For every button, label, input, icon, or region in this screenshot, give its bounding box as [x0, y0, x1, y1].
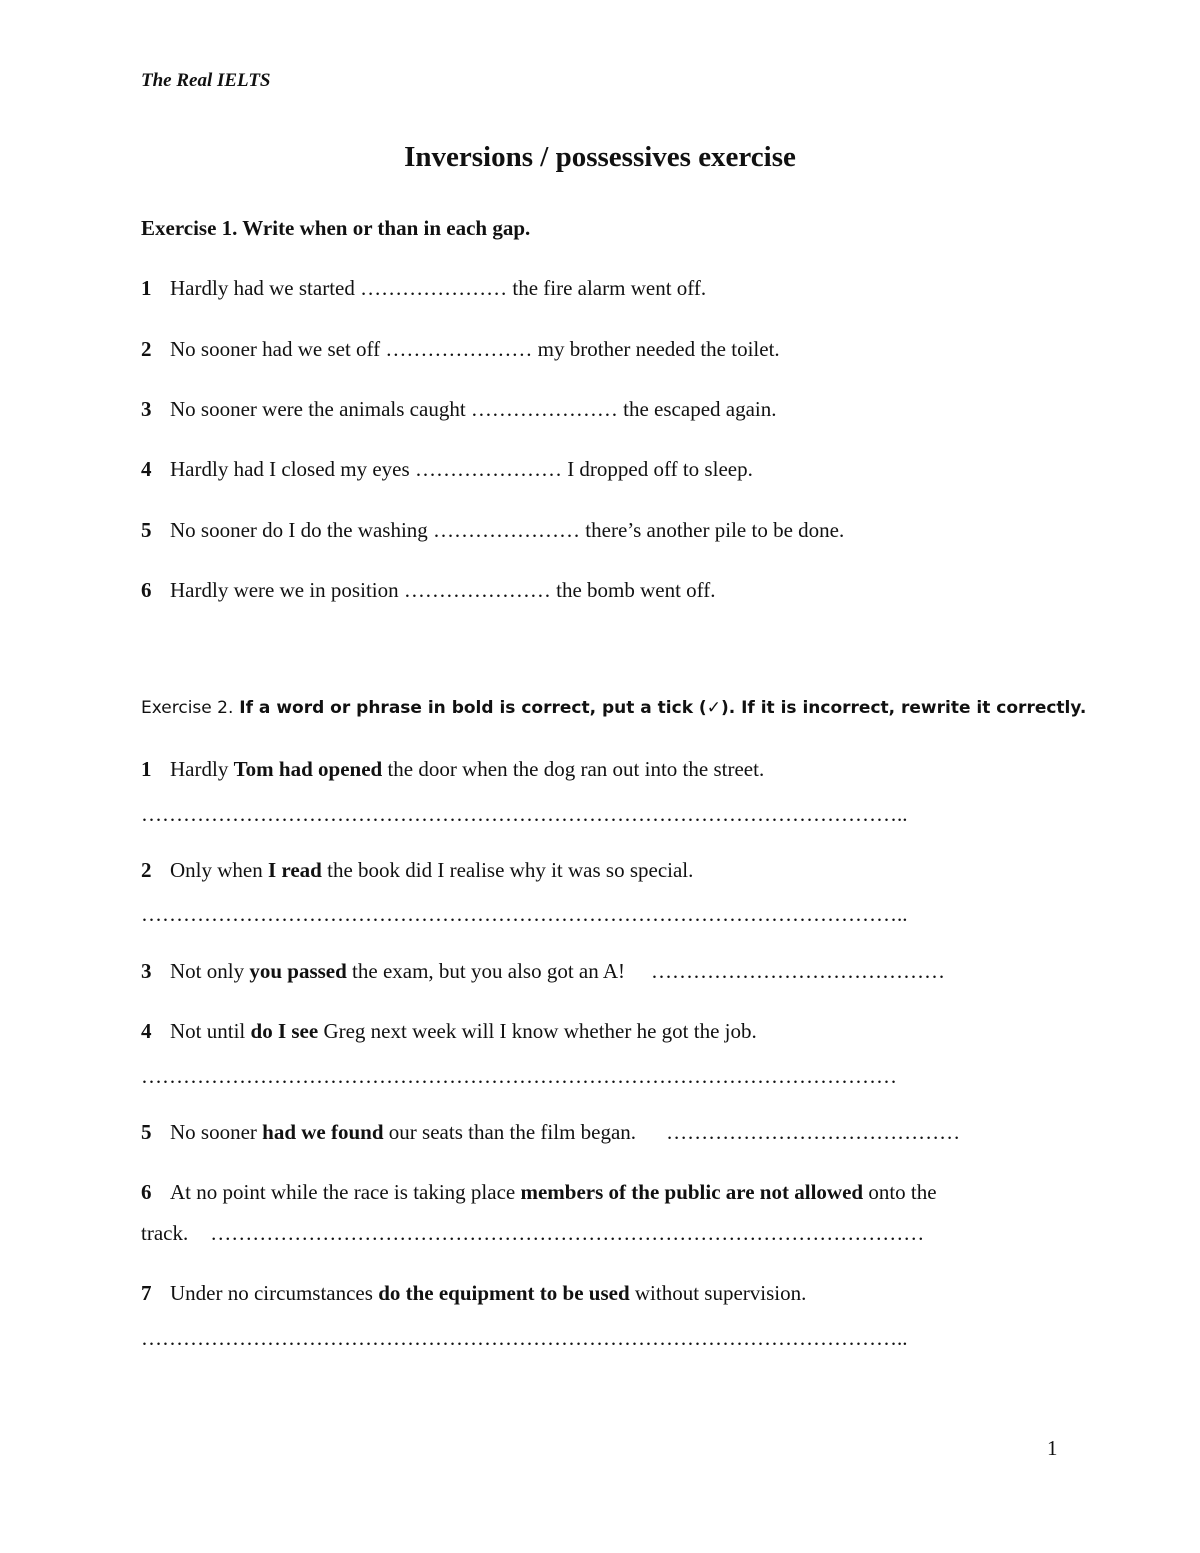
answer-gap[interactable]: …………………	[414, 457, 562, 481]
item-text-after: my brother needed the toilet.	[532, 337, 780, 361]
answer-gap[interactable]: …………………	[360, 276, 508, 300]
answer-gap[interactable]: …………………	[433, 518, 581, 542]
item-number: 3	[141, 959, 152, 983]
bold-phrase: members of the public are not allowed	[520, 1180, 864, 1204]
ex1-item	[141, 518, 844, 543]
bold-phrase: Tom had opened	[233, 757, 383, 781]
answer-gap[interactable]: …………………	[470, 397, 618, 421]
item-number: 5	[141, 518, 152, 542]
item-number: 6	[141, 1180, 152, 1204]
answer-line[interactable]: ………………………………………………………………………………………………..	[141, 902, 908, 926]
item-text: At no point while the race is taking place	[170, 1180, 521, 1204]
ex2-item	[141, 757, 764, 782]
item-text-before: Hardly had I closed my eyes	[170, 457, 415, 481]
answer-line[interactable]: ……………………………………	[651, 959, 945, 983]
item-text: Hardly	[170, 757, 234, 781]
item-text-after: the bomb went off.	[550, 578, 716, 602]
answer-line[interactable]: ………………………………………………………………………………………………..	[141, 802, 908, 826]
item-text: the door when the dog ran out into the street.	[382, 757, 765, 781]
ex2-item	[141, 1180, 937, 1205]
ex1-item	[141, 457, 753, 482]
item-text-before: No sooner had we set off	[170, 337, 386, 361]
ex1-item	[141, 337, 780, 362]
bold-phrase: do the equipment to be used	[378, 1281, 630, 1305]
item-text-after: the escaped again.	[617, 397, 777, 421]
item-text: Greg next week will I know whether he got the job.	[318, 1019, 757, 1043]
bold-phrase: do I see	[250, 1019, 319, 1043]
ex2-item	[141, 1120, 960, 1145]
ex1-item	[141, 276, 706, 301]
item-text-before: Hardly were we in position	[170, 578, 404, 602]
bold-phrase: I read	[268, 858, 322, 882]
item-number: 6	[141, 578, 152, 602]
answer-line[interactable]: ………………………………………………………………………………………………	[141, 1064, 897, 1088]
document-header: The Real IELTS	[141, 70, 271, 91]
item-number: 3	[141, 397, 152, 421]
item-text: Not only	[170, 959, 250, 983]
exercise-1-label: Exercise 1.	[141, 216, 238, 240]
item-number: 5	[141, 1120, 152, 1144]
item-text: Not until	[170, 1019, 251, 1043]
answer-gap[interactable]: …………………	[385, 337, 533, 361]
ex2-item	[141, 858, 693, 883]
item-text: our seats than the film began.	[383, 1120, 637, 1144]
item-text: onto the	[863, 1180, 937, 1204]
ex2-item-continuation	[141, 1221, 924, 1246]
item-number: 4	[141, 1019, 152, 1043]
item-text-before: No sooner were the animals caught	[170, 397, 471, 421]
item-text-after: there’s another pile to be done.	[580, 518, 845, 542]
item-text-before: Hardly had we started	[170, 276, 361, 300]
bold-phrase: you passed	[249, 959, 347, 983]
item-number: 2	[141, 858, 152, 882]
answer-line[interactable]: ……………………………………	[666, 1120, 961, 1144]
ex1-item	[141, 397, 777, 422]
item-text-before: No sooner do I do the washing	[170, 518, 434, 542]
item-text-after: I dropped off to sleep.	[561, 457, 753, 481]
answer-gap[interactable]: …………………	[403, 578, 551, 602]
exercise-2-instruction: If a word or phrase in bold is correct, put a tick (✓). If it is incorrect, rewrite it correctly.	[233, 698, 1087, 718]
item-number: 2	[141, 337, 152, 361]
ex1-item	[141, 578, 716, 603]
item-number: 7	[141, 1281, 152, 1305]
item-text: the book did I realise why it was so special.	[321, 858, 694, 882]
exercise-1-instruction: Write when or than in each gap.	[237, 216, 531, 240]
exercise-1-heading	[141, 216, 530, 241]
item-text-after: the fire alarm went off.	[507, 276, 707, 300]
exercise-2-label: Exercise 2.	[141, 698, 234, 718]
item-text: Only when	[170, 858, 268, 882]
item-number: 1	[141, 276, 152, 300]
answer-line[interactable]: …………………………………………………………………………………………	[210, 1221, 925, 1245]
page-number: 1	[1047, 1436, 1058, 1460]
ex2-item	[141, 959, 945, 984]
item-number: 4	[141, 457, 152, 481]
item-text: No sooner	[170, 1120, 263, 1144]
ex2-item	[141, 1281, 806, 1306]
item-text: the exam, but you also got an A!	[346, 959, 625, 983]
exercise-2-heading	[141, 698, 1086, 718]
item-text: without supervision.	[629, 1281, 807, 1305]
ex2-item	[141, 1019, 757, 1044]
item-text: Under no circumstances	[170, 1281, 379, 1305]
answer-line[interactable]: ………………………………………………………………………………………………..	[141, 1326, 908, 1350]
item-text: track.	[141, 1221, 189, 1245]
page-title: Inversions / possessives exercise	[404, 141, 796, 173]
item-number: 1	[141, 757, 152, 781]
bold-phrase: had we found	[262, 1120, 384, 1144]
